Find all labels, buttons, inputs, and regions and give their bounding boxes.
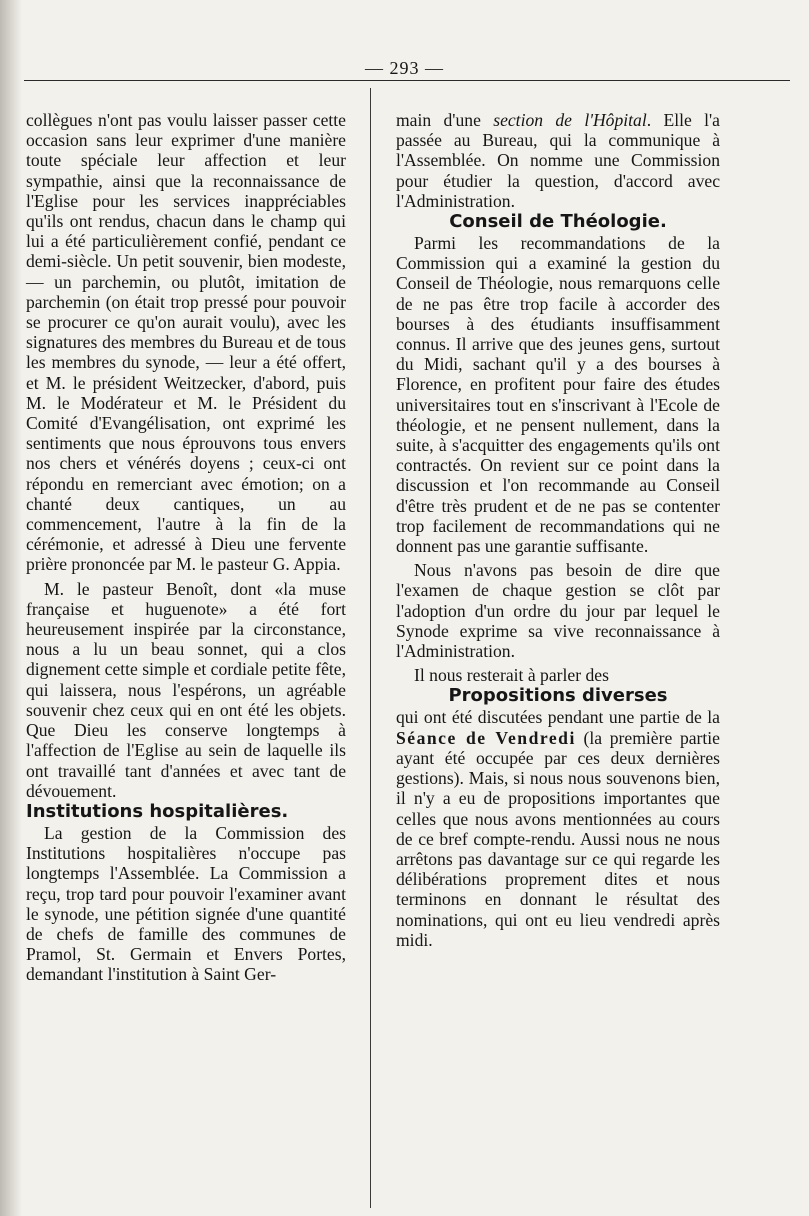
paragraph: Parmi les recommandations de la Commission qui a examiné la gestion du Conseil de Théologie, nous remarquons celle de ne pas être trop facile à accorder des bourses à des étudiants insuffisamment connus. Il arrive que des jeunes gens, surtout du Midi, sachant qu'il y a des bourses à Florence, en profitent pour faire des études universitaires tout en s'inscrivant à l'Ecole de théologie, et ne pensent nullement, dans la suite, à s'acquitter des engagements qu'ils ont contractés. On revient sur ce point dans la discussion et l'on recommande au Conseil d'être très prudent et de ne pas se contenter trop facilement de recommandations qui ne donnent pas une garantie suffisante. — [396, 233, 720, 557]
text-run: main d'une — [396, 110, 494, 130]
paragraph — [396, 707, 720, 949]
section-heading: Propositions diverses — [448, 685, 668, 707]
italic-text: section de l'Hôpital — [493, 110, 647, 130]
paragraph: Nous n'avons pas besoin de dire que l'examen de chaque gestion se clôt par l'adoption d'un ordre du jour par lequel le Synode exprime sa vive reconnaissance à l'Administration. — [396, 560, 720, 662]
paragraph: collègues n'ont pas voulu laisser passer cette occasion sans leur exprimer d'une manière toute spéciale leur affection et leur sympathie, ainsi que la reconnaissance de l'Eglise pour les services inappréciables qu'ils ont rendus, chacun dans le champ qui lui a été particulièrement confié, pendant ce demi-siècle. Un petit souvenir, bien modeste, — un parchemin, ou plutôt, imitation de parchemin (on était trop pressé pour pouvoir se procurer ce qu'on aurait voulu), avec les signatures des membres du Bureau et de tous les membres du synode, — leur a été offert, et M. le président Weitzecker, d'abord, puis M. le Modérateur et M. le Président du Comité d'Evangélisation, ont exprimé les sentiments que nous éprouvons tous envers nos chers et vénérés doyens ; ceux-ci ont répondu en remerciant avec émotion; on a chanté deux cantiques, un au commencement, l'autre à la fin de la cérémonie, et adressé à Dieu une fervente prière prononcée par M. le pasteur G. Appia. — [26, 110, 346, 575]
page-number: — 293 — — [365, 58, 444, 78]
paragraph — [396, 110, 720, 211]
text-run: . Elle l'a passée au Bureau, qui la communique à l'Assemblée. On nomme une Commission pour étudier la question, d'accord avec l'Administration. — [396, 110, 720, 211]
column-divider — [370, 88, 371, 1208]
paragraph: La gestion de la Commission des Institutions hospitalières n'occupe pas longtemps l'Assemblée. La Commission a reçu, trop tard pour pouvoir l'examiner avant le synode, une pétition signée d'une quantité de chefs de famille des communes de Pramol, St. Germain et Envers Portes, demandant l'institution à Saint Ger- — [26, 822, 346, 985]
page-edge-shadow — [0, 0, 22, 1216]
right-column — [396, 110, 720, 950]
paragraph: Il nous resterait à parler des — [414, 665, 609, 686]
section-heading: Institutions hospitalières. — [26, 800, 289, 822]
text-run: qui ont été discutées pendant une partie de la — [396, 707, 720, 728]
text-run: (la première partie ayant été occupée par ces deux dernières gestions). Mais, si nous nous souvenons bien, il n'y a eu de propositions importantes que celles que nous avons mentionnées au cours de ce bref compte-rendu. Aussi nous ne nous arrêtons pas davantage sur ce qui regarde les délibérations proprement dites et nous terminons en donnant le résultat des nominations, qui ont eu lieu vendredi après midi. — [396, 727, 720, 950]
spaced-text: Séance de Vendredi — [396, 727, 576, 748]
section-heading: Conseil de Théologie. — [449, 211, 667, 233]
paragraph: M. le pasteur Benoît, dont «la muse française et huguenote» a été fort heureusement inspirée par la circonstance, nous a lu un beau sonnet, qui a clos dignement cette simple et cordiale petite fête, qui laissera, nous l'espérons, un agréable souvenir chez ceux qui en ont été les objets. Que Dieu les conserve longtemps à l'affection de l'Eglise au sein de laquelle ils ont travaillé tant d'années et avec tant de dévouement. — [26, 578, 346, 801]
header-rule — [24, 80, 790, 81]
left-column — [26, 110, 346, 985]
